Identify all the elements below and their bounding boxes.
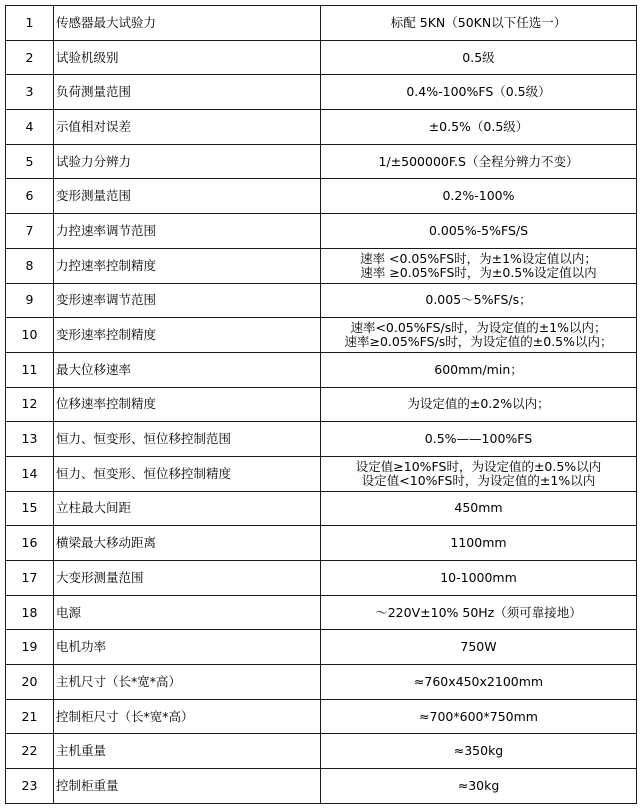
spec-value-line: 450mm bbox=[454, 500, 503, 516]
spec-item-label: 大变形测量范围 bbox=[54, 561, 321, 596]
table-row bbox=[6, 769, 637, 804]
spec-item-label: 试验机级别 bbox=[54, 40, 321, 75]
spec-value bbox=[321, 665, 637, 700]
spec-item-label: 示值相对误差 bbox=[54, 110, 321, 145]
spec-value bbox=[321, 387, 637, 422]
row-number: 10 bbox=[6, 318, 54, 353]
spec-item-label: 恒力、恒变形、恒位移控制范围 bbox=[54, 422, 321, 457]
spec-value-line: ≈30kg bbox=[457, 777, 500, 793]
spec-item-label: 试验力分辨力 bbox=[54, 144, 321, 179]
spec-value bbox=[321, 630, 637, 665]
spec-value-line: 设定值≥10%FS时，为设定值的±0.5%以内 bbox=[355, 458, 602, 474]
spec-value bbox=[321, 422, 637, 457]
table-row bbox=[6, 283, 637, 318]
spec-value bbox=[321, 75, 637, 110]
spec-item-label: 变形速率控制精度 bbox=[54, 318, 321, 353]
spec-item-label: 控制柜重量 bbox=[54, 769, 321, 804]
table-row bbox=[6, 6, 637, 41]
table-row bbox=[6, 734, 637, 769]
spec-value bbox=[321, 526, 637, 561]
table-row bbox=[6, 630, 637, 665]
spec-value bbox=[321, 110, 637, 145]
spec-value-line: 速率 ≥0.05%FS时，为±0.5%设定值以内 bbox=[360, 264, 597, 280]
table-row bbox=[6, 318, 637, 353]
spec-value-line: ～220V±10% 50Hz（须可靠接地） bbox=[375, 604, 582, 620]
row-number: 6 bbox=[6, 179, 54, 214]
row-number: 11 bbox=[6, 352, 54, 387]
table-row bbox=[6, 561, 637, 596]
spec-value-line: ±0.5%（0.5级） bbox=[428, 118, 529, 134]
row-number: 18 bbox=[6, 595, 54, 630]
row-number: 17 bbox=[6, 561, 54, 596]
spec-value bbox=[321, 456, 637, 491]
spec-table-body bbox=[6, 6, 637, 804]
row-number: 3 bbox=[6, 75, 54, 110]
spec-value-line: ≈700*600*750mm bbox=[419, 708, 538, 724]
table-row bbox=[6, 179, 637, 214]
spec-value-line: 0.5级 bbox=[462, 49, 495, 65]
spec-value-line: 600mm/min； bbox=[434, 361, 523, 377]
spec-item-label: 力控速率调节范围 bbox=[54, 214, 321, 249]
row-number: 19 bbox=[6, 630, 54, 665]
table-row bbox=[6, 248, 637, 283]
spec-item-label: 变形速率调节范围 bbox=[54, 283, 321, 318]
row-number: 2 bbox=[6, 40, 54, 75]
row-number: 7 bbox=[6, 214, 54, 249]
table-row bbox=[6, 352, 637, 387]
table-row bbox=[6, 75, 637, 110]
spec-value-line: 设定值<10%FS时，为设定值的±1%以内 bbox=[361, 472, 596, 488]
table-row bbox=[6, 595, 637, 630]
spec-value-line: 10-1000mm bbox=[440, 569, 517, 585]
spec-value-line: ≈350kg bbox=[453, 743, 504, 759]
spec-value bbox=[321, 561, 637, 596]
spec-value bbox=[321, 40, 637, 75]
spec-item-label: 立柱最大间距 bbox=[54, 491, 321, 526]
table-row bbox=[6, 214, 637, 249]
table-row bbox=[6, 144, 637, 179]
spec-item-label: 传感器最大试验力 bbox=[54, 6, 321, 41]
spec-item-label: 恒力、恒变形、恒位移控制精度 bbox=[54, 456, 321, 491]
spec-value-line: 1100mm bbox=[450, 535, 507, 551]
spec-value bbox=[321, 144, 637, 179]
table-row bbox=[6, 456, 637, 491]
spec-item-label: 力控速率控制精度 bbox=[54, 248, 321, 283]
spec-value-line: 为设定值的±0.2%以内； bbox=[407, 396, 550, 412]
table-row bbox=[6, 422, 637, 457]
table-row bbox=[6, 526, 637, 561]
spec-value-line: 0.005%-5%FS/S bbox=[428, 222, 529, 238]
spec-value bbox=[321, 248, 637, 283]
row-number: 21 bbox=[6, 699, 54, 734]
table-row bbox=[6, 665, 637, 700]
spec-value bbox=[321, 491, 637, 526]
spec-value-line: 0.5%——100%FS bbox=[424, 431, 533, 447]
spec-value bbox=[321, 283, 637, 318]
row-number: 23 bbox=[6, 769, 54, 804]
row-number: 1 bbox=[6, 6, 54, 41]
spec-value bbox=[321, 769, 637, 804]
table-row bbox=[6, 699, 637, 734]
row-number: 5 bbox=[6, 144, 54, 179]
spec-value-line: 750W bbox=[460, 639, 497, 655]
spec-value bbox=[321, 734, 637, 769]
spec-item-label: 变形测量范围 bbox=[54, 179, 321, 214]
table-row bbox=[6, 491, 637, 526]
spec-value bbox=[321, 214, 637, 249]
spec-value-line: 标配 5KN（50KN以下任选一） bbox=[390, 14, 567, 30]
row-number: 12 bbox=[6, 387, 54, 422]
spec-table bbox=[5, 5, 637, 804]
spec-value bbox=[321, 595, 637, 630]
spec-item-label: 控制柜尺寸（长*宽*高） bbox=[54, 699, 321, 734]
row-number: 8 bbox=[6, 248, 54, 283]
row-number: 22 bbox=[6, 734, 54, 769]
spec-value-line: 速率 <0.05%FS时，为±1%设定值以内； bbox=[360, 250, 597, 266]
row-number: 9 bbox=[6, 283, 54, 318]
row-number: 16 bbox=[6, 526, 54, 561]
row-number: 13 bbox=[6, 422, 54, 457]
spec-value-line: 0.005～5%FS/s； bbox=[425, 292, 532, 308]
row-number: 20 bbox=[6, 665, 54, 700]
spec-value-line: 速率≥0.05%FS/s时，为设定值的±0.5%以内； bbox=[344, 334, 613, 350]
table-row bbox=[6, 110, 637, 145]
spec-value bbox=[321, 6, 637, 41]
spec-value-line: 0.2%-100% bbox=[442, 188, 515, 204]
spec-value bbox=[321, 352, 637, 387]
row-number: 14 bbox=[6, 456, 54, 491]
spec-value-line: 1/±500000F.S（全程分辨力不变） bbox=[378, 153, 579, 169]
spec-value-line: ≈760x450x2100mm bbox=[413, 673, 544, 689]
spec-item-label: 主机尺寸（长*宽*高） bbox=[54, 665, 321, 700]
spec-item-label: 主机重量 bbox=[54, 734, 321, 769]
spec-item-label: 电源 bbox=[54, 595, 321, 630]
spec-value bbox=[321, 179, 637, 214]
spec-item-label: 横梁最大移动距离 bbox=[54, 526, 321, 561]
row-number: 4 bbox=[6, 110, 54, 145]
spec-item-label: 负荷测量范围 bbox=[54, 75, 321, 110]
table-row bbox=[6, 387, 637, 422]
spec-item-label: 位移速率控制精度 bbox=[54, 387, 321, 422]
spec-item-label: 电机功率 bbox=[54, 630, 321, 665]
spec-value bbox=[321, 318, 637, 353]
spec-value-line: 速率<0.05%FS/s时，为设定值的±1%以内； bbox=[350, 320, 607, 336]
spec-value bbox=[321, 699, 637, 734]
spec-item-label: 最大位移速率 bbox=[54, 352, 321, 387]
row-number: 15 bbox=[6, 491, 54, 526]
table-row bbox=[6, 40, 637, 75]
spec-value-line: 0.4%-100%FS（0.5级） bbox=[406, 84, 551, 100]
